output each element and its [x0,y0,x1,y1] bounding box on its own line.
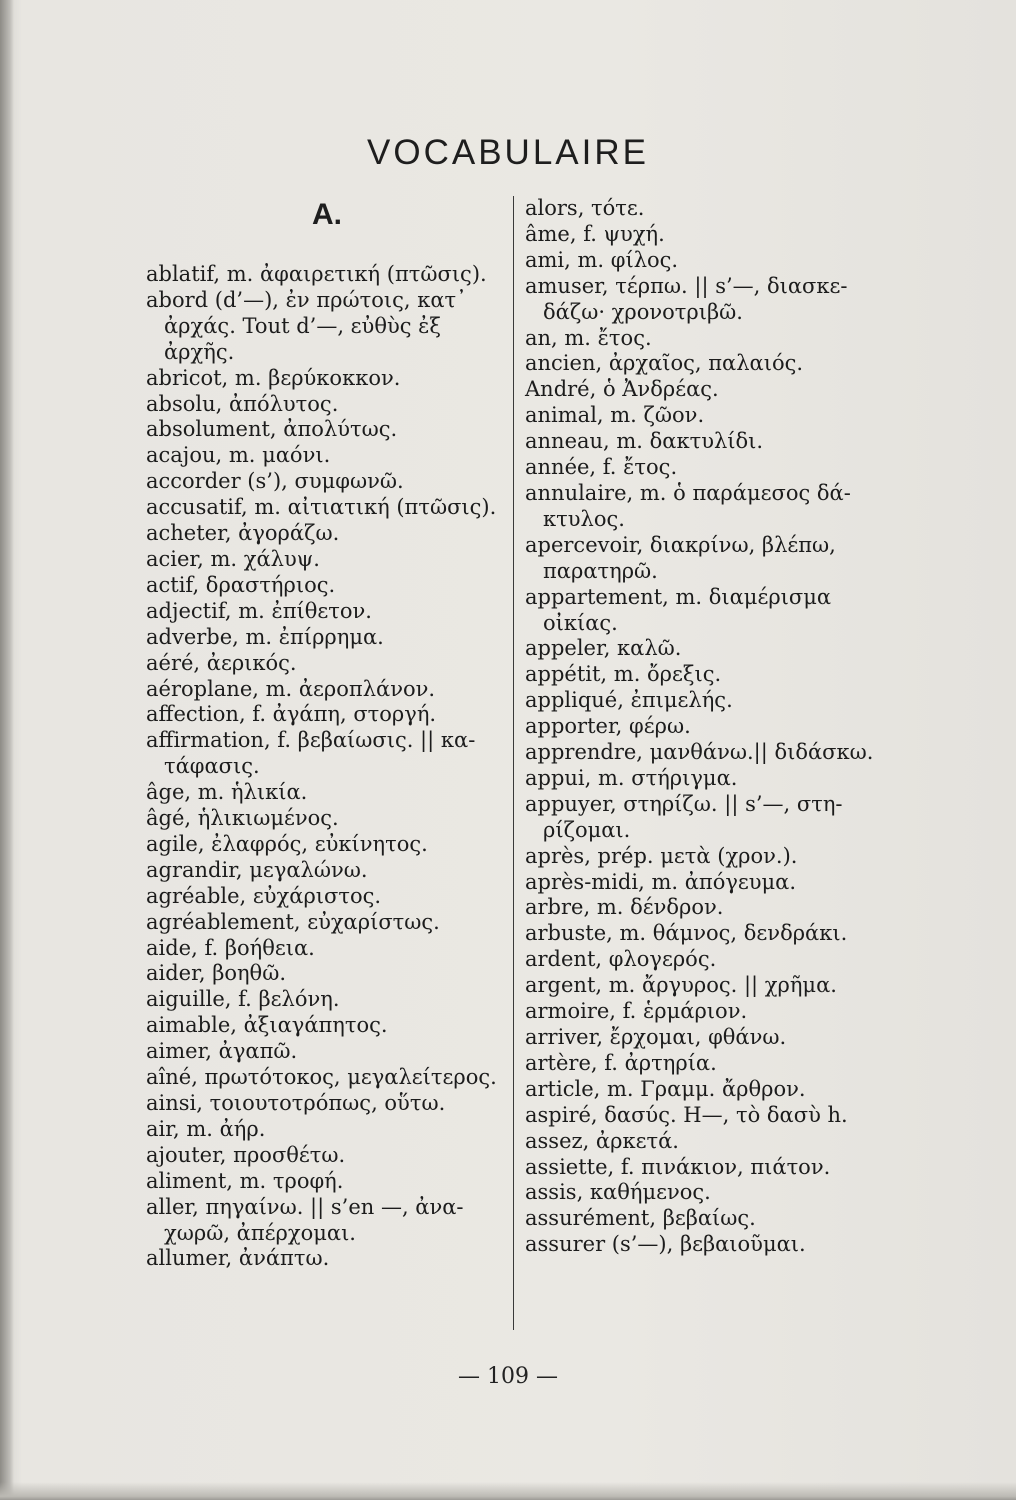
entry-line: agréable, εὐχάριστος. [146,883,382,908]
entry-continuation: δάζω· χρονοτριβῶ. [543,299,743,324]
entry-line: absolument, ἀπολύτως. [146,417,398,442]
entry-line: air, m. ἀήρ. [146,1116,266,1141]
entry-line: aimable, ἀξιαγάπητος. [146,1013,388,1038]
entry-line: arriver, ἔρχομαι, φθάνω. [525,1025,787,1049]
entry-line: adjectif, m. ἐπίθετον. [146,598,372,623]
entry-line: agrandir, μεγαλώνω. [146,857,368,882]
entry-line: après-midi, m. ἀπόγευμα. [525,869,797,894]
entry-line: apprendre, μανθάνω.|| διδάσκω. [525,740,874,765]
page-spine-shadow [0,0,14,1500]
entry-line: assis, καθήμενος. [525,1180,711,1205]
entry-line: assurément, βεβαίως. [525,1206,756,1231]
entry-line: appartement, m. διαμέρισμα [525,584,832,609]
entry-line: abricot, m. βερύκοκκον. [146,365,401,390]
entry-continuation: τάφασις. [164,754,260,779]
entry-line: affection, f. ἀγάπη, στοργή. [146,702,437,727]
entry-line: aider, βοηθῶ. [146,961,286,986]
entry-line: alors, τότε. [525,196,645,220]
entry-line: armoire, f. ἑρμάριον. [525,999,748,1024]
entry-line: acheter, ἀγοράζω. [146,521,340,546]
entry-continuation: ρίζομαι. [543,817,631,842]
left-column [146,262,497,1272]
entry-line: André, ὁ Ἀνδρέας. [525,377,719,402]
entry-continuation: παρατηρῶ. [543,558,658,583]
entry-line: absolu, ἀπόλυτος. [146,391,339,416]
entry-line: adverbe, m. ἐπίρρημα. [146,624,384,649]
entry-line: appeler, καλῶ. [525,636,682,661]
entry-line: aimer, ἀγαπῶ. [146,1039,298,1064]
entry-line: ablatif, m. ἀφαιρετική (πτῶσις). [146,262,487,286]
entry-line: assez, ἀρκετά. [525,1128,679,1153]
entry-line: aspiré, δασύς. H—, τὸ δασὺ h. [525,1102,848,1127]
column-divider [513,196,514,1330]
entry-line: acajou, m. μαόνι. [146,443,331,468]
entry-continuation: ἀρχῆς. [164,339,235,364]
entry-line: actif, δραστήριος. [146,572,336,597]
entry-line: assiette, f. πινάκιον, πιάτον. [525,1154,831,1179]
entry-line: affirmation, f. βεβαίωσις. || κα- [146,728,476,753]
right-column [525,196,873,1258]
entry-line: animal, m. ζῶον. [525,403,705,428]
page-number: — 109 — [458,1364,558,1389]
entry-line: après, prép. μετὰ (χρον.). [525,843,798,868]
entry-line: accusatif, m. αἰτιατική (πτῶσις). [146,495,497,520]
section-letter: A. [312,198,342,231]
entry-line: aéré, ἀερικός. [146,650,297,675]
entry-line: annulaire, m. ὁ παράμεσος δά- [525,480,851,505]
entry-line: accorder (s’), συμφωνῶ. [146,469,404,494]
entry-line: année, f. ἔτος. [525,455,678,480]
entry-line: aéroplane, m. ἀεροπλάνον. [146,676,436,701]
entry-line: âme, f. ψυχή. [525,221,665,246]
entry-line: aliment, m. τροφή. [146,1168,344,1193]
entry-line: apercevoir, διακρίνω, βλέπω, [525,532,836,557]
entry-line: aller, πηγαίνω. || s’en —, ἀνα- [146,1194,464,1219]
entry-line: acier, m. χάλυψ. [146,546,320,571]
entry-line: argent, m. ἄργυρος. || χρῆμα. [525,973,837,998]
entry-line: arbuste, m. θάμνος, δενδράκι. [525,921,848,946]
entry-line: âge, m. ἡλικία. [146,780,308,805]
entry-line: appuyer, στηρίζω. || s’—, στη- [525,791,843,816]
entry-line: aide, f. βοήθεια. [146,935,315,960]
entry-line: anneau, m. δακτυλίδι. [525,429,764,454]
entry-line: artère, f. ἀρτηρία. [525,1050,717,1075]
entry-line: aîné, πρωτότοκος, μεγαλείτερος. [146,1065,497,1090]
entry-line: appui, m. στήριγμα. [525,765,738,790]
entry-line: article, m. Γραμμ. ἄρθρον. [525,1076,806,1101]
entry-continuation: ἀρχάς. Tout d’—, εὐθὺς ἐξ [164,313,441,338]
entry-line: âgé, ἡλικιωμένος. [146,806,339,831]
entry-line: apporter, φέρω. [525,714,691,739]
page-title: VOCABULAIRE [367,133,649,172]
entry-line: agile, ἐλαφρός, εὐκίνητος. [146,831,428,856]
entry-line: agréablement, εὐχαρίστως. [146,909,440,934]
entry-continuation: χωρῶ, ἀπέρχομαι. [164,1220,356,1245]
entry-line: assurer (s’—), βεβαιοῦμαι. [525,1232,806,1257]
entry-line: amuser, τέρπω. || s’—, διασκε- [525,273,848,298]
entry-line: ancien, ἀρχαῖος, παλαιός. [525,351,804,376]
entry-continuation: οἰκίας. [543,610,618,635]
entry-line: allumer, ἀνάπτω. [146,1246,330,1271]
page-bottom-edge [0,1482,1016,1500]
entry-line: ainsi, τοιουτοτρόπως, οὕτω. [146,1091,446,1115]
entry-line: arbre, m. δένδρον. [525,895,724,920]
entry-line: abord (d’—), ἐν πρώτοις, κατ᾽ [146,287,467,312]
entry-line: ajouter, προσθέτω. [146,1142,346,1167]
entry-line: ami, m. φίλος. [525,247,679,272]
entry-line: appétit, m. ὄρεξις. [525,662,722,687]
entry-line: an, m. ἔτος. [525,325,652,350]
entry-continuation: κτυλος. [543,506,625,531]
entry-line: appliqué, ἐπιμελής. [525,688,733,713]
entry-line: ardent, φλογερός. [525,947,717,972]
entry-line: aiguille, f. βελόνη. [146,987,340,1012]
